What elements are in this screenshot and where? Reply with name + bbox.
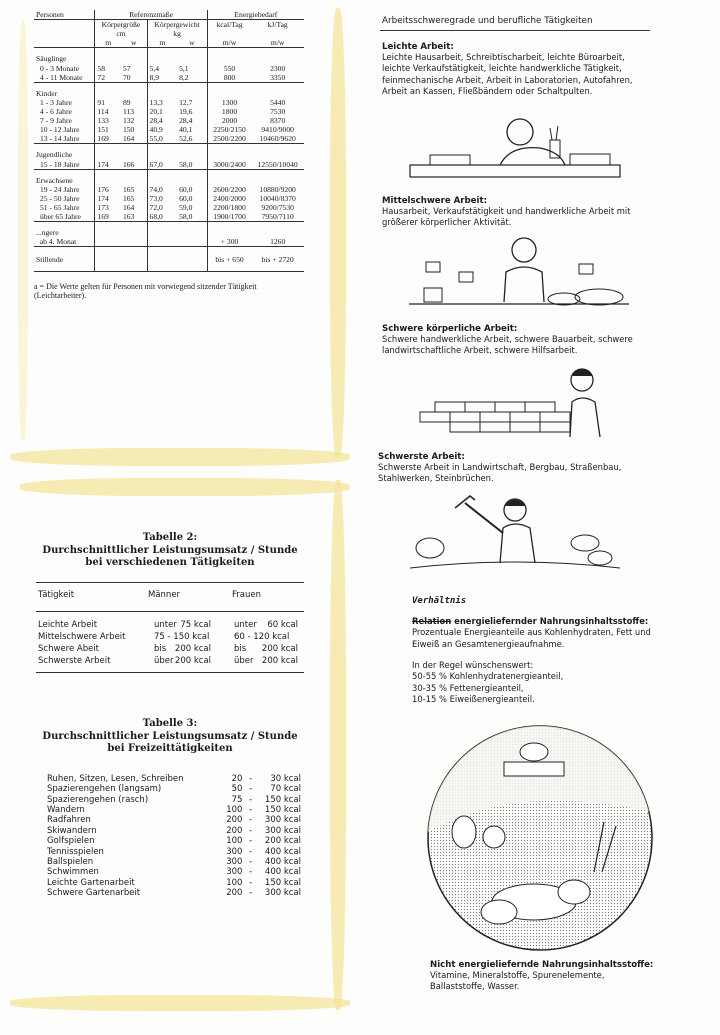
row-value: 8370	[270, 116, 286, 126]
row-value: 60 - 120 kcal	[234, 632, 290, 642]
row-label: Wandern	[47, 805, 85, 816]
row-value: 30 kcal	[270, 774, 301, 784]
row-value: 72,0	[147, 203, 177, 212]
row-value: 2300	[270, 63, 286, 73]
row-label: 1 - 3 Jahre	[40, 97, 72, 107]
row-label: Leichte Gartenarbeit	[47, 877, 135, 888]
row-value: 169	[95, 212, 121, 222]
row-value: 133	[95, 116, 121, 125]
row-value: -	[249, 877, 253, 888]
row-value: 200 kcal	[174, 644, 211, 654]
table-row	[34, 107, 304, 116]
row-value: 74,0	[147, 185, 177, 194]
table-row	[34, 203, 304, 212]
sub-w: w	[121, 38, 147, 48]
regel-label: In der Regel wünschenswert:	[412, 660, 534, 671]
highlight-mark	[10, 448, 350, 466]
nicht-text: Vitamine, Mineralstoffe, Spurenelemente, Ballaststoffe, Wasser.	[430, 970, 605, 992]
row-value: 150	[122, 125, 135, 135]
relation-section	[412, 596, 662, 705]
table3-title	[40, 718, 300, 756]
highlight-mark	[330, 8, 346, 458]
row-value: 164	[122, 134, 135, 144]
table-row	[36, 644, 304, 656]
table3-title-line3: bei Freizeittätigkeiten	[107, 743, 233, 754]
row-label: Schwere Gartenarbeit	[47, 887, 141, 898]
row-value: 1900/1700	[207, 212, 251, 222]
nicht-section	[430, 960, 660, 993]
row-value: 300 kcal	[264, 825, 301, 836]
regel-item: 30-35 % Fettenergieanteil,	[412, 682, 524, 693]
row-value: 150 kcal	[264, 877, 301, 888]
row-value: 12,7	[179, 97, 193, 107]
row-value: 166	[122, 159, 135, 169]
row-value: 5440	[270, 97, 286, 107]
row-value: bis	[154, 644, 167, 654]
row-value: -	[249, 784, 253, 795]
col-kcal: kcal/Tag	[207, 20, 251, 39]
section-title: Mittelschwere Arbeit:	[382, 196, 488, 206]
highlight-mark	[10, 995, 350, 1011]
relation-rest: energieliefernder Nahrungsinhaltsstoffe:	[451, 616, 649, 626]
row-value: 200 kcal	[264, 836, 301, 847]
row-value: 113	[122, 106, 135, 116]
stillende-kj: bis + 2720	[251, 247, 304, 271]
table2-rows	[36, 620, 304, 668]
row-value: 59,0	[179, 202, 193, 212]
row-label: Schwimmen	[47, 867, 99, 878]
table-row	[36, 620, 304, 632]
relation-text: Prozentuale Energieanteile aus Kohlenhydraten, Fett und Eiweiß an Gesamtenergieaufnahme.	[412, 627, 651, 649]
row-value: 100	[226, 836, 243, 847]
row-label: Golfspielen	[47, 836, 95, 847]
row-value: 58,0	[179, 212, 193, 222]
bricklayer-illustration	[410, 362, 630, 442]
row-value: 174	[95, 160, 121, 170]
row-value: 9410/9000	[261, 125, 294, 135]
sub-m: m	[147, 38, 177, 48]
row-value: 114	[95, 107, 121, 116]
row-value: 67,0	[147, 160, 177, 170]
group-label: Säuglinge	[36, 54, 67, 64]
row-value: 173	[95, 203, 121, 212]
row-value: 2000	[207, 116, 251, 125]
right-heading: Arbeitsschweregrade und berufliche Tätigkeiten	[382, 16, 593, 26]
row-label: 4 - 11 Monate	[40, 72, 83, 82]
row-value: 176	[95, 185, 121, 194]
table-row	[34, 64, 304, 73]
row-value: 10460/9620	[259, 134, 296, 144]
row-value: 7530	[270, 106, 286, 116]
row-value: 174	[95, 194, 121, 203]
table-row	[34, 212, 304, 222]
section-heaviest	[378, 452, 650, 485]
table-row	[34, 116, 304, 125]
schwangere-kj: 1260	[251, 222, 304, 247]
row-value: 150 kcal	[264, 805, 301, 816]
row-value: 13,3	[147, 98, 177, 107]
row-value: bis	[234, 644, 247, 654]
section-medium	[382, 196, 650, 229]
row-value: 73,0	[147, 194, 177, 203]
row-value: -	[249, 825, 253, 836]
col-groesse: Körpergröße	[101, 20, 141, 30]
row-value: 28,4	[179, 116, 193, 126]
col-activity: Tätigkeit	[38, 590, 75, 600]
energy-requirement-table	[34, 10, 304, 301]
row-value: 3000/2400	[207, 160, 251, 170]
table-row	[44, 888, 304, 898]
row-value: 20,1	[147, 107, 177, 116]
row-label: über 65 Jahre	[40, 212, 81, 222]
sub-m: m	[95, 38, 121, 48]
row-value: 200	[226, 887, 243, 898]
table-row	[34, 185, 304, 194]
table-row	[44, 826, 304, 836]
table-row	[34, 134, 304, 144]
table-row	[44, 878, 304, 888]
row-label: 19 - 24 Jahre	[40, 184, 80, 194]
col-personen: Personen	[34, 10, 95, 20]
row-label: Schwere Abeit	[38, 644, 100, 654]
activity-table	[36, 582, 304, 673]
row-value: 400 kcal	[264, 867, 301, 878]
row-label: Leichte Arbeit	[38, 620, 98, 630]
row-value: 58	[95, 64, 121, 73]
table-row	[34, 125, 304, 134]
heading-rule	[380, 30, 650, 31]
row-value: -	[249, 774, 253, 784]
row-value: 5,1	[179, 63, 189, 73]
row-value: 28,4	[147, 116, 177, 125]
row-label: 15 - 18 Jahre	[40, 159, 80, 169]
row-value: 8,2	[179, 72, 189, 82]
row-value: 300	[226, 867, 243, 878]
nicht-title: Nicht energieliefernde Nahrungsinhaltsstoffe:	[430, 960, 654, 970]
row-label: Spazierengehen (langsam)	[47, 784, 162, 795]
col-men: Männer	[148, 590, 181, 600]
row-value: 9200/7530	[261, 202, 294, 212]
table2-title	[40, 532, 300, 570]
row-value: über	[234, 656, 254, 666]
section-text: Leichte Hausarbeit, Schreibtischarbeit, leichte Büroarbeit, leichte Verkaufstätigkeit, leichte handwerkliche Tätigkeit, feinmechanische Arbeit, Arbeit in Laboratorien, Autofahren, Arbeit an Kassen, Fließbändern oder Schaltpulten.	[382, 52, 633, 97]
section-title: Schwerste Arbeit:	[378, 452, 465, 462]
row-label: 51 - 65 Jahre	[40, 202, 80, 212]
col-energie: Energiebedarf	[207, 10, 304, 20]
row-value: 8,9	[147, 73, 177, 83]
relation-handwritten: Verhältnis	[412, 596, 467, 606]
table-row	[44, 857, 304, 867]
row-value: 60,0	[179, 193, 193, 203]
table-row	[44, 867, 304, 877]
row-value: 52,6	[179, 134, 193, 144]
row-label: Ruhen, Sitzen, Lesen, Schreiben	[47, 774, 184, 784]
row-label: 0 - 3 Monate	[40, 63, 80, 73]
row-value: 91	[95, 98, 121, 107]
table3-title-line2: Durchschnittlicher Leistungsumsatz / Stunde	[42, 730, 298, 742]
row-value: 200	[226, 815, 243, 826]
row-value: -	[249, 794, 253, 805]
table2-title-line1: Tabelle 2:	[142, 532, 198, 543]
table-row	[44, 795, 304, 805]
row-value: -	[249, 867, 253, 878]
table-row	[36, 632, 304, 644]
sub-w: w	[177, 38, 207, 48]
row-value: 72	[95, 73, 121, 83]
table-row	[34, 194, 304, 203]
row-value: 10040/8370	[259, 193, 296, 203]
row-value: 68,0	[147, 212, 177, 222]
row-value: 1800	[207, 107, 251, 116]
food-circle-illustration	[424, 722, 656, 954]
row-value: -	[249, 805, 253, 816]
row-value: 550	[207, 64, 251, 73]
row-value: 100	[226, 805, 243, 816]
row-value: 400 kcal	[264, 856, 301, 867]
row-value: 163	[122, 212, 135, 222]
row-value: unter	[234, 620, 257, 630]
miner-illustration	[405, 488, 625, 573]
row-label: Skiwandern	[47, 825, 97, 836]
highlight-mark	[18, 20, 28, 440]
row-value: -	[249, 856, 253, 867]
row-value: 200	[226, 825, 243, 836]
table1-body	[34, 48, 304, 222]
row-label: Mittelschwere Arbeit	[38, 632, 126, 642]
row-value: 200 kcal	[174, 656, 211, 666]
row-value: 300 kcal	[264, 815, 301, 826]
table-row	[44, 815, 304, 825]
row-value: -	[249, 846, 253, 857]
row-value: 2400/2000	[207, 194, 251, 203]
section-text: Hausarbeit, Verkaufstätigkeit und handwerkliche Arbeit mit größerer körperlicher Aktivität.	[382, 206, 631, 228]
row-value: 60,0	[179, 184, 193, 194]
row-value: 2250/2150	[207, 125, 251, 134]
col-groesse-unit: cm	[116, 29, 126, 39]
footnote: a = Die Werte gelten für Personen mit vorwiegend sitzender Tätigkeit (Leichtarbeiter).	[34, 281, 257, 301]
row-value: 169	[95, 134, 121, 144]
row-value: 150 kcal	[264, 794, 301, 805]
row-value: 5,4	[147, 64, 177, 73]
row-label: 10 - 12 Jahre	[40, 125, 80, 135]
row-value: über	[154, 656, 174, 666]
table-row	[34, 160, 304, 170]
row-value: 10880/9200	[259, 184, 296, 194]
highlight-mark	[20, 478, 350, 496]
group-label: Kinder	[34, 82, 95, 98]
row-value: 200 kcal	[261, 644, 298, 654]
row-value: 19,6	[179, 106, 193, 116]
row-value: 300	[226, 846, 243, 857]
row-label: 4 - 6 Jahre	[40, 106, 72, 116]
row-label: Spazierengehen (rasch)	[47, 794, 149, 805]
row-value: 70	[122, 72, 131, 82]
schwangere-kcal: + 300	[207, 222, 251, 247]
row-value: 165	[122, 193, 135, 203]
row-value: -	[249, 836, 253, 847]
row-value: 200 kcal	[261, 656, 298, 666]
group-label: Erwachsene	[34, 169, 95, 185]
desk-worker-illustration	[400, 110, 630, 190]
row-label: Ballspielen	[47, 856, 94, 867]
table2-title-line2: Durchschnittlicher Leistungsumsatz / Stunde	[42, 544, 298, 556]
section-heavy	[382, 324, 650, 357]
row-value: 20	[231, 774, 243, 784]
row-value: -	[249, 815, 253, 826]
table-row	[44, 847, 304, 857]
col-women: Frauen	[232, 590, 261, 600]
table3-title-line1: Tabelle 3:	[142, 718, 198, 729]
regel-item: 50-55 % Kohlenhydratenergieanteil,	[412, 671, 564, 682]
row-value: 58,0	[179, 159, 193, 169]
row-value: 3350	[270, 72, 286, 82]
col-gewicht: Körpergewicht	[154, 20, 200, 30]
row-value: unter	[154, 620, 177, 630]
row-value: 50	[231, 784, 243, 795]
row-value: 2500/2200	[207, 134, 251, 144]
table-row	[44, 836, 304, 846]
row-label: Tennisspielen	[47, 846, 104, 857]
row-value: 100	[226, 877, 243, 888]
section-text: Schwerste Arbeit in Landwirtschaft, Bergbau, Straßenbau, Stahlwerken, Steinbrüchen.	[378, 462, 622, 484]
row-value: -	[249, 887, 253, 898]
row-value: 300	[226, 856, 243, 867]
row-value: 75 - 150 kcal	[154, 632, 210, 642]
section-light	[382, 42, 650, 97]
group-label: Jugendliche	[34, 144, 95, 160]
row-label: Radfahren	[47, 815, 91, 826]
row-value: 7950/7110	[261, 212, 294, 222]
regel-item: 10-15 % Eiweißenergieanteil.	[412, 694, 535, 705]
row-value: 800	[207, 73, 251, 83]
col-referenz: Referenzmaße	[95, 10, 207, 20]
schwangere-sub: ab 4. Monat	[39, 237, 77, 247]
table-row	[34, 73, 304, 83]
row-value: 132	[122, 116, 135, 126]
row-value: 89	[122, 97, 131, 107]
table-row	[44, 784, 304, 794]
row-label: 25 - 50 Jahre	[40, 193, 80, 203]
section-title: Leichte Arbeit:	[382, 42, 454, 52]
schwangere-label: ...ngere	[36, 228, 59, 238]
row-value: 400 kcal	[264, 846, 301, 857]
row-value: 1300	[207, 98, 251, 107]
row-value: 40,1	[179, 125, 193, 135]
row-value: 70 kcal	[270, 784, 301, 795]
row-value: 75 kcal	[180, 620, 211, 630]
row-value: 55,0	[147, 134, 177, 144]
table-row	[44, 774, 304, 784]
section-text: Schwere handwerkliche Arbeit, schwere Bauarbeit, schwere landwirtschaftliche Arbeit, schwere Hilfsarbeit.	[382, 334, 633, 356]
table-row	[44, 805, 304, 815]
leisure-table	[44, 774, 304, 898]
col-gewicht-unit: kg	[173, 29, 181, 39]
relation-struck: Relation	[412, 616, 452, 626]
table-row	[36, 656, 304, 668]
row-value: 2200/1800	[207, 203, 251, 212]
row-label: Schwerste Arbeit	[38, 656, 111, 666]
stillende-label: Stillende	[34, 247, 95, 271]
row-value: 164	[122, 202, 135, 212]
row-value: 75	[231, 794, 243, 805]
row-value: 40,9	[147, 125, 177, 134]
table-row	[34, 98, 304, 107]
row-value: 300 kcal	[264, 887, 301, 898]
section-title: Schwere körperliche Arbeit:	[382, 324, 518, 334]
row-label: 13 - 14 Jahre	[40, 134, 80, 144]
row-value: 2600/2200	[207, 185, 251, 194]
col-kj: kJ/Tag	[267, 20, 288, 30]
highlight-mark	[330, 480, 346, 1010]
sub-mw: m/w	[207, 38, 251, 48]
row-value: 60 kcal	[267, 620, 298, 630]
row-value: 57	[122, 63, 131, 73]
row-value: 151	[95, 125, 121, 134]
table2-title-line3: bei verschiedenen Tätigkeiten	[85, 557, 255, 568]
sub-mw: m/w	[251, 38, 304, 48]
row-label: 7 - 9 Jahre	[40, 116, 72, 126]
row-value: 12550/10040	[257, 159, 298, 169]
row-value: 165	[122, 184, 135, 194]
cheese-seller-illustration	[404, 232, 634, 314]
stillende-kcal: bis + 650	[207, 247, 251, 271]
